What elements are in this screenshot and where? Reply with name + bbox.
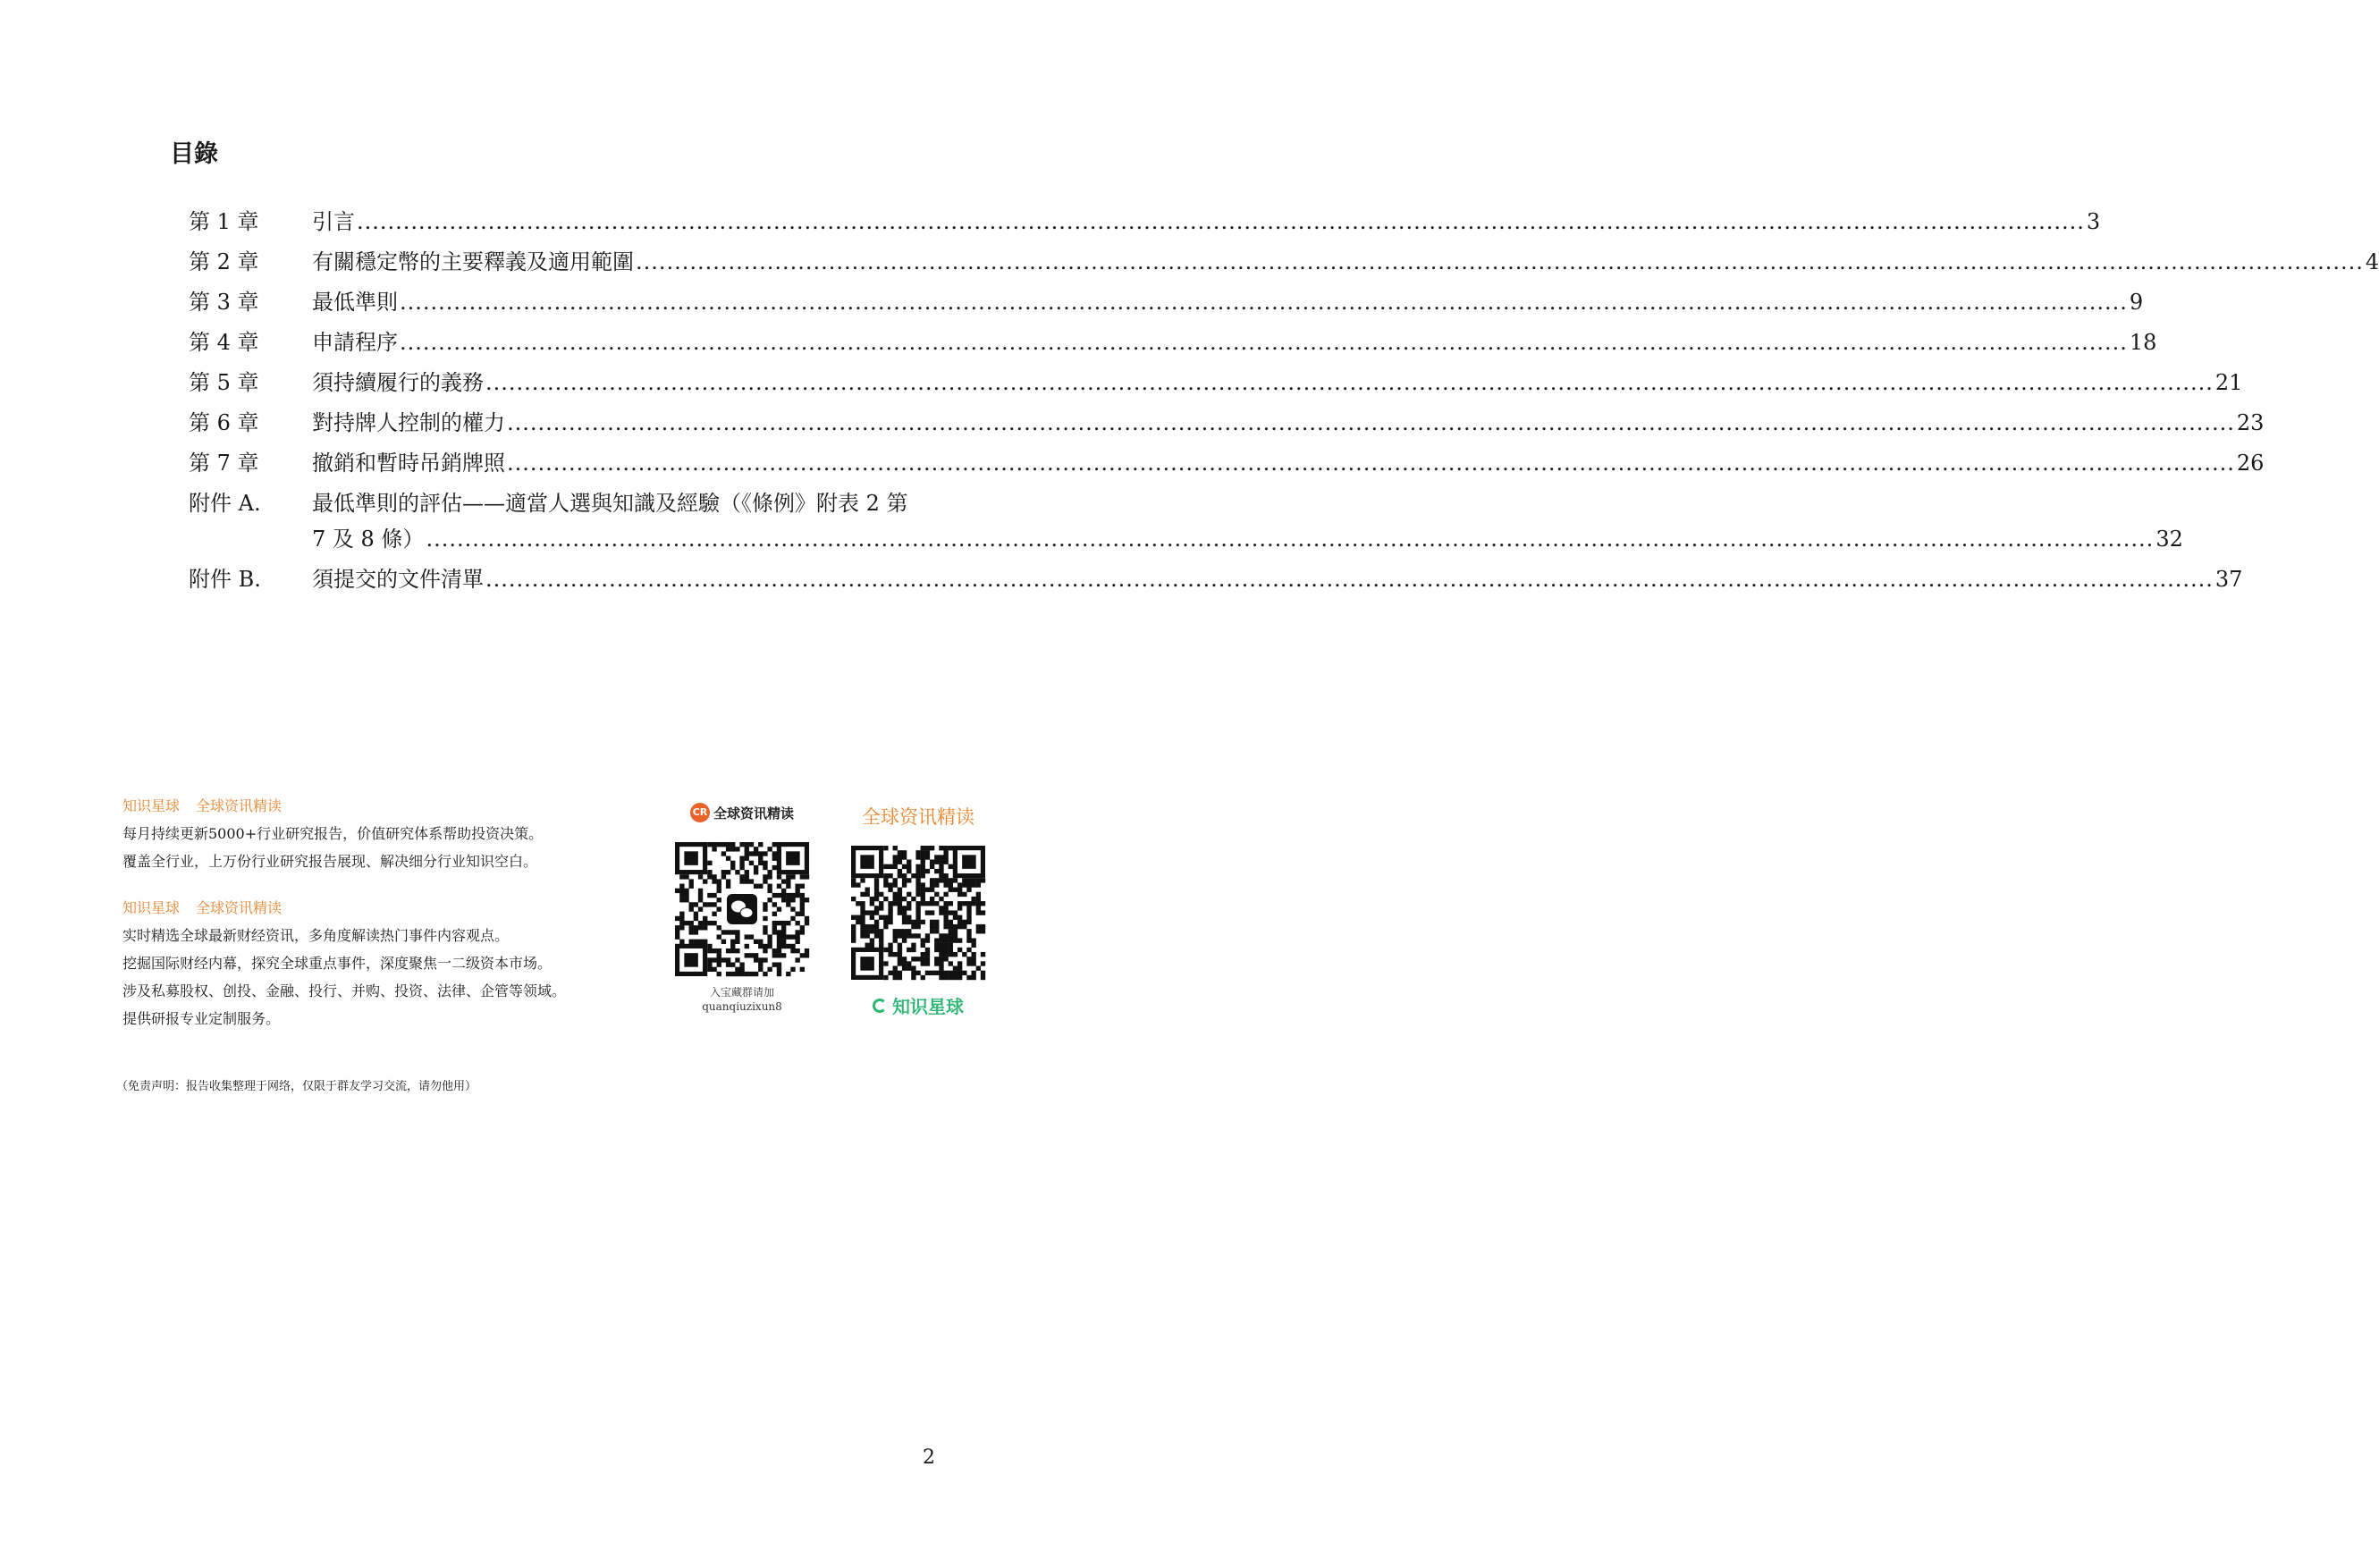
toc-chapter-label: 附件 B.	[189, 567, 261, 592]
page-number: 2	[923, 1446, 935, 1469]
toc-page-number: 23	[2236, 410, 2265, 435]
toc-page-number: 37	[2214, 567, 2243, 592]
toc-entry-title: 最低準則的評估——適當人選與知識及經驗（《條例》附表 2 第	[312, 491, 908, 516]
toc-entry-title: 申請程序	[312, 330, 398, 355]
toc-entry[interactable]	[189, 325, 2157, 360]
promo-heading-part: 全球资讯精读	[196, 797, 283, 814]
promo-heading-part: 全球资讯精读	[196, 899, 283, 916]
toc-entry-title: 有關穩定幣的主要釋義及適用範圍	[312, 249, 634, 274]
toc-page-number: 3	[2086, 209, 2101, 234]
toc-page-number: 9	[2129, 290, 2144, 315]
cr-brand-name: 全球资讯精读	[713, 805, 794, 822]
qr-caption-id: quanqiuzixun8	[702, 1000, 782, 1013]
toc-chapter-label: 第 7 章	[189, 451, 259, 476]
toc-leader-dots	[485, 561, 2214, 597]
toc-page-number: 21	[2214, 370, 2243, 395]
toc-entry-title: 撤銷和暫時吊銷牌照	[312, 451, 505, 476]
promo-heading	[122, 894, 659, 922]
toc-entry-title: 須提交的文件清單	[312, 567, 484, 592]
toc-leader-dots	[507, 445, 2235, 481]
toc-page-number: 32	[2155, 527, 2183, 552]
toc-entry[interactable]	[189, 365, 2243, 400]
toc-leader-dots	[485, 365, 2214, 400]
toc-entry-title: 須持續履行的義務	[312, 370, 484, 395]
cr-brand-header	[669, 803, 815, 822]
zsxq-qr-code[interactable]	[851, 846, 985, 980]
toc-leader-dots	[426, 521, 2154, 557]
toc-page-number: 18	[2129, 330, 2157, 355]
promo-heading-part: 知识星球	[122, 797, 181, 814]
toc-chapter-label: 附件 A.	[189, 491, 261, 516]
cr-logo: CR	[690, 803, 710, 822]
qr-title: 全球资讯精读	[862, 806, 974, 828]
zsxq-brand-name: 知识星球	[892, 996, 964, 1017]
promo-block-news	[122, 894, 659, 1033]
qr-caption	[669, 985, 815, 1014]
wechat-icon	[727, 894, 757, 924]
promo-heading-part: 知识星球	[122, 899, 181, 916]
toc-leader-dots	[507, 405, 2235, 441]
toc-entry[interactable]	[189, 561, 2243, 597]
toc-leader-dots	[400, 325, 2128, 360]
toc-leader-dots	[357, 204, 2085, 240]
toc-leader-dots	[636, 244, 2364, 280]
promo-line: 每月持续更新5000+行业研究报告，价值研究体系帮助投资决策。	[122, 825, 544, 842]
toc-chapter-label: 第 3 章	[189, 290, 259, 315]
toc-title: 目錄	[170, 140, 218, 168]
toc-entry[interactable]	[189, 204, 2101, 240]
qr-block-wechat	[669, 803, 815, 1014]
zsxq-brand	[842, 992, 994, 1018]
toc-entry[interactable]	[189, 445, 2265, 481]
promo-heading	[122, 792, 659, 820]
toc-entry[interactable]	[189, 485, 2183, 557]
toc-chapter-label: 第 4 章	[189, 330, 259, 355]
promo-line: 涉及私募股权、创投、金融、投行、并购、投资、法律、企管等领域。	[122, 982, 567, 999]
wechat-qr-code[interactable]	[675, 842, 809, 976]
promo-line: 提供研报专业定制服务。	[122, 1010, 281, 1027]
toc-chapter-label: 第 5 章	[189, 370, 259, 395]
disclaimer: （免责声明：报告收集整理于网络，仅限于群友学习交流，请勿他用）	[116, 1080, 477, 1093]
table-of-contents	[189, 204, 2379, 602]
toc-chapter-label: 第 6 章	[189, 410, 259, 435]
toc-entry[interactable]	[189, 405, 2265, 441]
promo-line: 挖掘国际财经内幕，探究全球重点事件，深度聚焦一二级资本市场。	[122, 955, 553, 972]
promo-block-research	[122, 792, 659, 875]
toc-entry-title: 對持牌人控制的權力	[312, 410, 505, 435]
promo-line: 覆盖全行业，上万份行业研究报告展现、解决细分行业知识空白。	[122, 853, 538, 870]
zsxq-logo-icon	[873, 999, 887, 1013]
toc-entry-title: 引言	[312, 209, 355, 234]
toc-chapter-label: 第 2 章	[189, 249, 259, 274]
toc-entry-title-continued: 7 及 8 條）	[312, 527, 425, 552]
toc-page-number: 26	[2236, 451, 2265, 476]
toc-chapter-label: 第 1 章	[189, 209, 259, 234]
promo-line: 实时精选全球最新财经资讯，多角度解读热门事件内容观点。	[122, 927, 510, 944]
toc-page-number: 4	[2365, 249, 2379, 274]
qr-block-zsxq	[842, 803, 994, 1018]
toc-leader-dots	[400, 284, 2128, 320]
toc-entry[interactable]	[189, 244, 2379, 280]
qr-caption-line: 入宝藏群请加	[709, 986, 774, 999]
toc-entry-title: 最低準則	[312, 290, 398, 315]
toc-entry[interactable]	[189, 284, 2144, 320]
